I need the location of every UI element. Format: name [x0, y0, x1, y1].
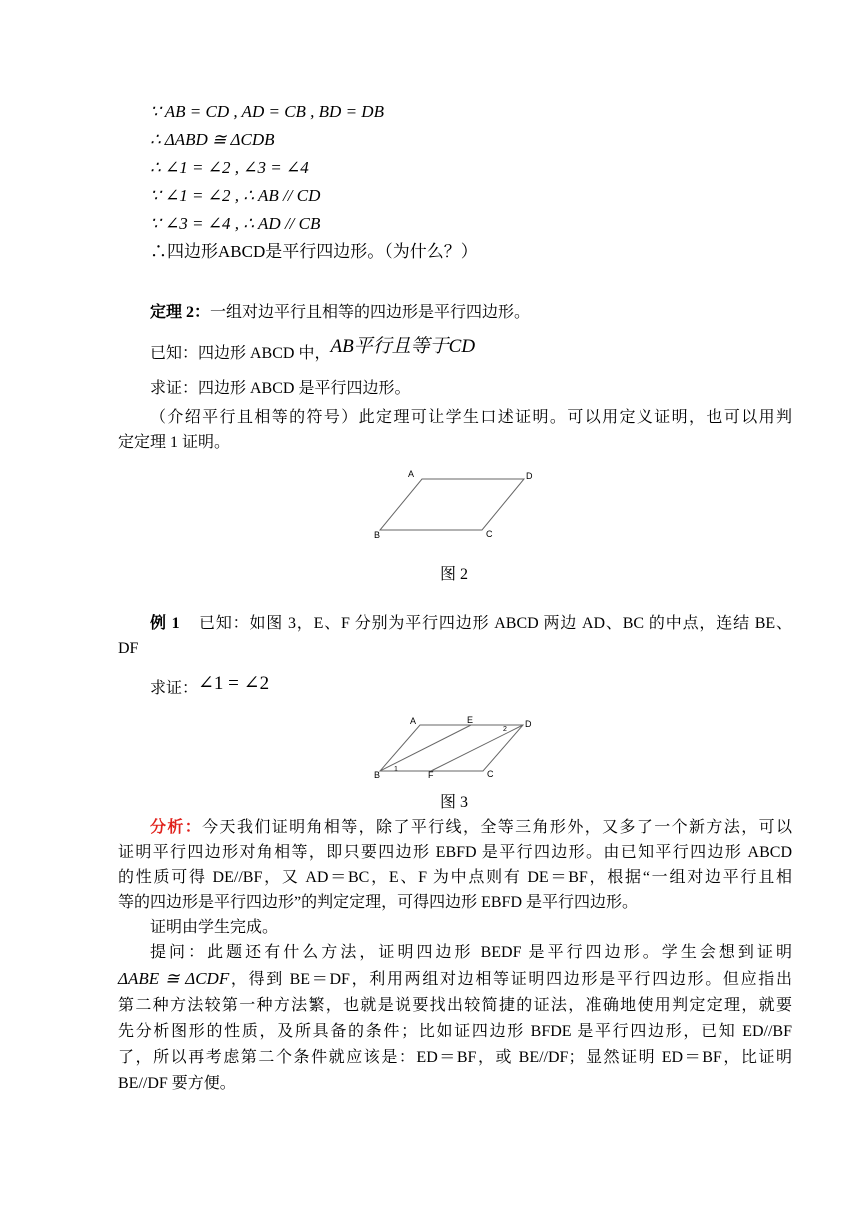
question [118, 940, 792, 1097]
fig2-label-b: B [374, 530, 381, 540]
proof-line-4: ∵ ∠1 = ∠2 , ∴ AB // CD [150, 186, 321, 205]
fig3-label-b: B [374, 770, 381, 780]
question-line-4: 先分析图形的性质，及所具备的条件；比如证四边形 BFDE 是平行四边形，已知 ED//BF [118, 1023, 792, 1040]
analysis-line-1-text: 今天我们证明角相等，除了平行线，全等三角形外，又多了一个新方法，可以 [202, 819, 792, 836]
analysis-label: 分析： [150, 819, 203, 836]
figure-3-caption: 图 3 [440, 794, 469, 811]
analysis-line-3: 的性质可得 DE//BF，又 AD＝BC，E、F 为中点则有 DE＝BF，根据“一组对边平行且相 [118, 869, 792, 886]
example-1-prove-label: 求证： [150, 680, 199, 697]
theorem-2-prove: 求证：四边形 ABCD 是平行四边形。 [150, 380, 411, 397]
figure-3-parallelogram [370, 715, 542, 781]
fig3-label-1: 1 [394, 766, 398, 773]
example-1 [118, 611, 792, 661]
fig3-label-e: E [467, 715, 474, 725]
example-1-prove-math: ∠1 = ∠2 [198, 673, 270, 694]
example-1-line-2: DF [118, 640, 139, 657]
question-line-3: 第二种方法较第一种方法繁，也就是说要找出较简捷的证法，准确地使用判定定理，就要 [118, 997, 792, 1014]
theorem-2 [150, 301, 530, 325]
analysis-line-1 [118, 815, 792, 840]
theorem-2-text: 一组对边平行且相等的四边形是平行四边形。 [210, 304, 531, 321]
fig3-label-a: A [410, 716, 417, 726]
question-line-6: BE//DF 要方便。 [118, 1075, 236, 1092]
analysis-line-4: 等的四边形是平行四边形”的判定定理，可得四边形 EBFD 是平行四边形。 [118, 894, 639, 911]
question-line-2-text: ，得到 BE＝DF，利用两组对边相等证明四边形是平行四边形。但应指出 [229, 971, 792, 988]
analysis [118, 815, 792, 940]
theorem-2-label: 定理 2： [150, 304, 211, 321]
note-line-2: 定定理 1 证明。 [118, 434, 231, 451]
proof-line-2: ∴ ΔABD ≅ ΔCDB [150, 130, 275, 149]
known-math: AB平行且等于CD [330, 336, 476, 357]
note-line-1: （介绍平行且相等的符号）此定理可让学生口述证明。可以用定义证明，也可以用判 [150, 409, 792, 426]
example-1-line-1 [118, 611, 792, 636]
fig2-label-c: C [486, 529, 493, 539]
analysis-line-5: 证明由学生完成。 [150, 919, 279, 936]
question-math: ΔABE ≅ ΔCDF [118, 969, 230, 988]
proof-line-1: ∵ AB = CD , AD = CB , BD = DB [150, 102, 384, 121]
figure-2-parallelogram [368, 468, 540, 544]
figure-2-caption: 图 2 [440, 566, 469, 583]
theorem-2-known [150, 336, 476, 366]
fig3-label-f: F [428, 770, 434, 780]
question-line-2 [118, 966, 792, 993]
proof-line-5: ∵ ∠3 = ∠4 , ∴ AD // CB [150, 214, 321, 233]
question-line-1: 提问：此题还有什么方法，证明四边形 BEDF 是平行四边形。学生会想到证明 [150, 944, 792, 961]
question-line-5: 了，所以再考虑第二个条件就应该是：ED＝BF，或 BE//DF；显然证明 ED＝BF，比证明 [118, 1049, 792, 1066]
theorem-2-note [118, 405, 792, 455]
fig2-label-d: D [526, 471, 533, 481]
proof-line-6: ∴四边形ABCD是平行四边形。（为什么？） [150, 242, 478, 261]
example-1-prove [150, 673, 270, 701]
fig3-label-c: C [487, 769, 494, 779]
analysis-line-2: 证明平行四边形对角相等，即只要四边形 EBFD 是平行四边形。由已知平行四边形 ABCD [118, 844, 792, 861]
known-text: 已知：四边形 ABCD 中， [150, 345, 331, 362]
proof-line-3: ∴ ∠1 = ∠2 , ∠3 = ∠4 [150, 158, 309, 177]
example-1-text: 已知：如图 3，E、F 分别为平行四边形 ABCD 两边 AD、BC 的中点，连结 BE、 [198, 615, 792, 632]
fig3-label-d: D [525, 719, 532, 729]
fig2-label-a: A [408, 469, 415, 479]
fig3-label-2: 2 [503, 726, 507, 733]
example-1-label: 例 1 [150, 615, 180, 632]
